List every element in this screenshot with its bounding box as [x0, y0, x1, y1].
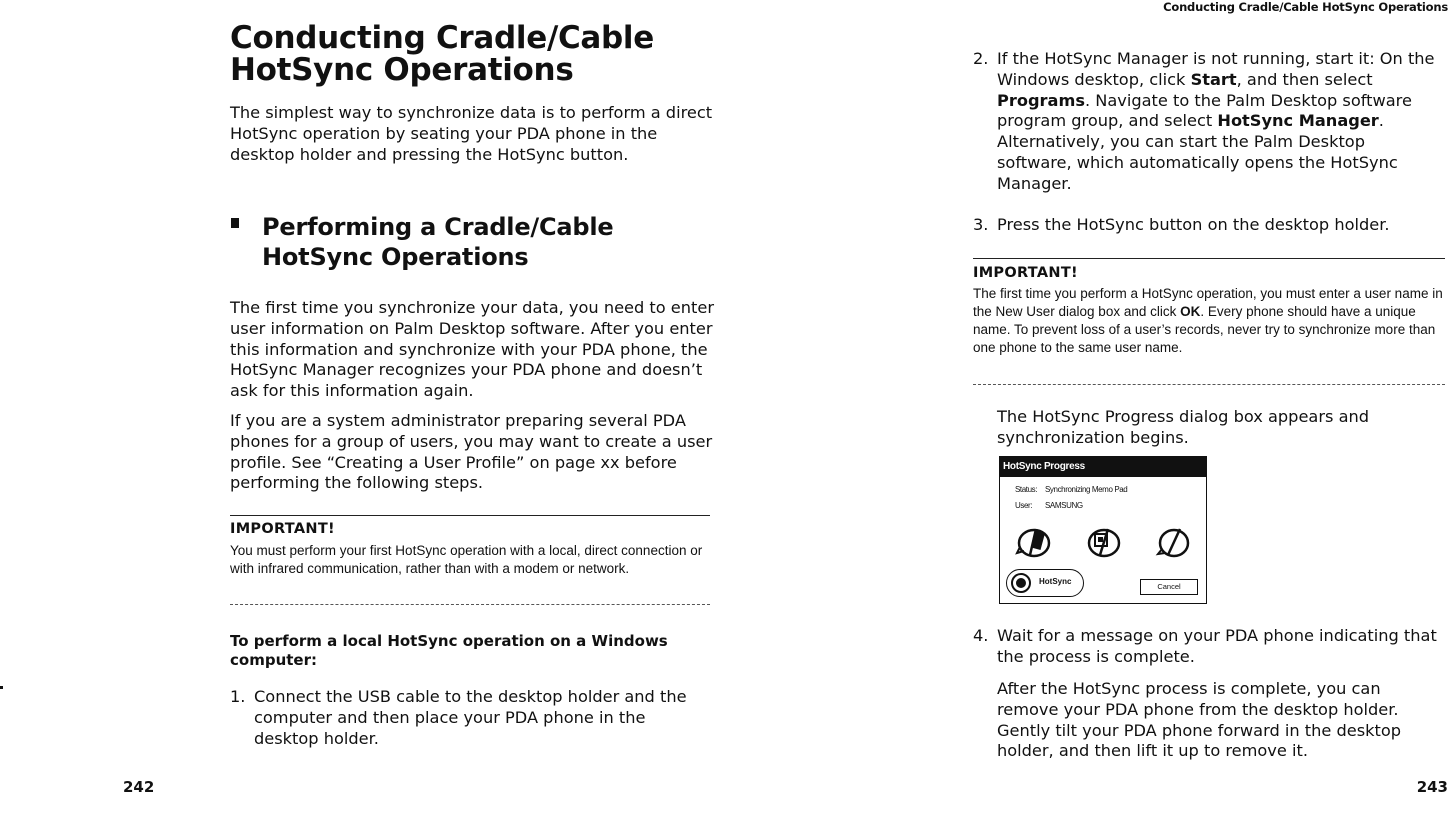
- scan-artifact: [0, 686, 3, 689]
- important-note: The first time you perform a HotSync operation, you must enter a user name in the New User dialog box and click OK. Every phone should have a unique name. To prevent loss of a user’s records, never try to synchronize more than one phone to the same user name.: [973, 286, 1443, 355]
- important-bottom-rule: [230, 604, 710, 605]
- step-text: If the HotSync Manager is not running, start it: On the Windows desktop, click Start, and then select Programs. Navigate to the Palm Desktop software program group, and select HotSync Manager. Alternatively, you can start the Palm Desktop software, which automatically opens the HotSync Manager.: [997, 49, 1435, 193]
- right-page: [725, 0, 1450, 821]
- step-text: Wait for a message on your PDA phone indicating that the process is complete.: [997, 626, 1437, 666]
- step-number: 4.: [973, 626, 989, 645]
- step-number: 1.: [230, 687, 246, 706]
- hotsync-button[interactable]: [1006, 569, 1084, 597]
- important-top-rule: [230, 515, 710, 516]
- transfer-sync-icon: [1084, 525, 1124, 559]
- user-value: SAMSUNG: [1045, 501, 1083, 510]
- programs-term: Programs: [997, 90, 1085, 110]
- step-text: Press the HotSync button on the desktop holder.: [997, 215, 1390, 234]
- important-heading: IMPORTANT!: [230, 521, 335, 537]
- important-heading: IMPORTANT!: [973, 265, 1078, 281]
- step-number: 2.: [973, 49, 989, 68]
- procedure-title: To perform a local HotSync operation on a Windows computer:: [230, 632, 668, 669]
- page-number-right: 243: [1416, 778, 1448, 796]
- page-title: Conducting Cradle/Cable HotSync Operations: [230, 20, 654, 88]
- important-top-rule: [973, 258, 1445, 259]
- desktop-sync-icon: [1014, 525, 1054, 559]
- status-row: [1015, 485, 1127, 494]
- dialog-title-bar: HotSync Progress: [1000, 457, 1206, 477]
- user-row: [1015, 501, 1083, 510]
- admin-paragraph: If you are a system administrator preparing several PDA phones for a group of users, you may want to create a user profile. See “Creating a User Profile” on page xx before performing the following steps.: [230, 411, 713, 493]
- user-label: User:: [1015, 501, 1033, 510]
- page-number-left: 242: [123, 778, 155, 796]
- running-header: Conducting Cradle/Cable HotSync Operations: [1163, 0, 1448, 14]
- status-label: Status:: [1015, 485, 1038, 494]
- hotsync-manager-term: HotSync Manager: [1217, 111, 1379, 131]
- ok-term: OK: [1180, 304, 1201, 319]
- hotsync-button-label: HotSync: [1039, 577, 1072, 586]
- step-text: Connect the USB cable to the desktop holder and the computer and then place your PDA phone in the desktop holder.: [254, 687, 687, 748]
- section-heading: Performing a Cradle/Cable HotSync Operations: [262, 213, 614, 271]
- status-value: Synchronizing Memo Pad: [1045, 485, 1128, 494]
- handheld-sync-icon: [1154, 525, 1194, 559]
- first-time-paragraph: The first time you synchronize your data, you need to enter user information on Palm Desktop software. After you enter this information and synchronize with your PDA phone, the HotSync Manager recognizes your PDA phone and doesn’t ask for this information again.: [230, 298, 714, 401]
- step-number: 3.: [973, 215, 989, 234]
- important-note: You must perform your first HotSync operation with a local, direct connection or with infrared communication, rather than with a modem or network.: [230, 543, 703, 576]
- cancel-button[interactable]: Cancel: [1140, 579, 1198, 595]
- start-term: Start: [1190, 69, 1237, 89]
- progress-paragraph: The HotSync Progress dialog box appears and synchronization begins.: [997, 407, 1370, 447]
- after-paragraph: After the HotSync process is complete, you can remove your PDA phone from the desktop holder. Gently tilt your PDA phone forward in the desktop holder, and then lift it up to remove it.: [997, 679, 1402, 761]
- important-bottom-rule: [973, 384, 1445, 385]
- section-bullet-icon: [231, 218, 239, 228]
- hotsync-progress-dialog: [999, 456, 1207, 604]
- hotsync-logo-icon: [1010, 572, 1032, 594]
- intro-paragraph: The simplest way to synchronize data is to perform a direct HotSync operation by seating your PDA phone in the desktop holder and pressing the HotSync button.: [230, 103, 713, 164]
